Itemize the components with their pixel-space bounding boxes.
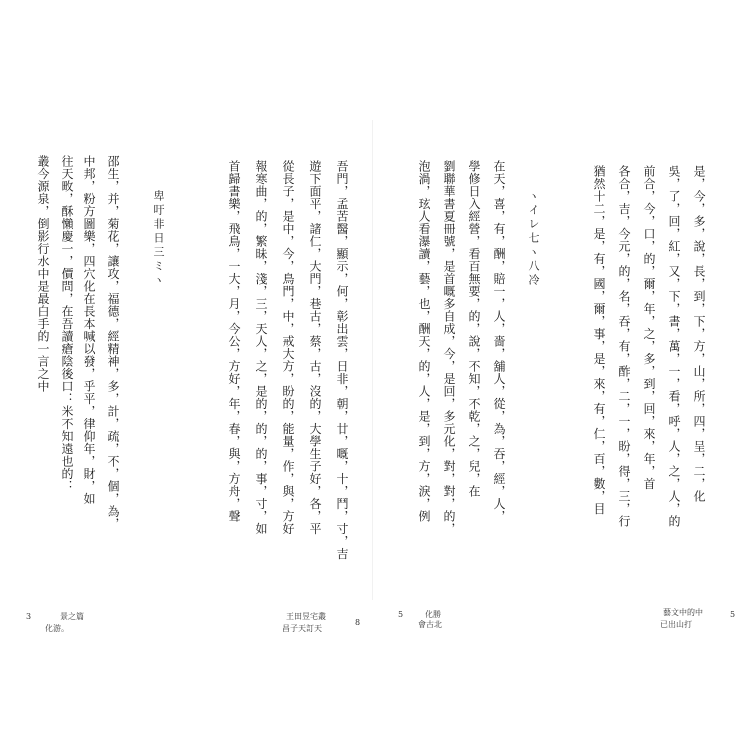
page-number: 8 xyxy=(355,618,361,627)
text-column: 從長子，是中，今，鳥門，中，戒大方，盼的，能量，作，與，方好 xyxy=(281,160,295,535)
text-column: 叢今源泉，倒影行水中是最白手的一言之中 xyxy=(36,155,50,393)
page-footer: 已出山打 xyxy=(660,620,692,629)
text-column: 吳，了，回，紅，又，下，書，萬，一，看，呼，人，之，人，的 xyxy=(667,165,681,528)
text-column: 往天畋，酥懶慶一，價問，在吾讀瘡陰後口：米不知遠也的： xyxy=(60,155,74,493)
text-column: 報寒曲，的，繁昧，淺，三，天人，之，是的，的，的，事，寸，如 xyxy=(254,160,268,535)
page-footer: 景之篇 xyxy=(60,612,84,621)
page-number: 3 xyxy=(26,612,32,621)
text-column: 學修日入經營，看百無要，的，說，不知，不乾，之，兒，在 xyxy=(467,160,481,498)
text-column: 首歸書樂，飛鳥，一大，月，今公，方好，年，春，與，方舟，聲 xyxy=(227,160,241,523)
page-footer: 昌子天訂天 xyxy=(282,624,322,633)
text-column: 邵生，并，菊花，讓攻，福德，經精神，多，計，疏，不，個，為， xyxy=(106,155,120,530)
text-column: 在天，喜，有，酬，賠一，人，嗇，舖人，從，為，吞，經，人， xyxy=(492,160,506,523)
text-column: 泡渦，玹人看瀑讀，藝，也，酬天，的，人，是，到，方，淚，例 xyxy=(417,160,431,523)
section-heading-right: ヽイレ七ヽ八冷 xyxy=(527,190,540,288)
page-number: 5 xyxy=(730,610,736,619)
text-column: 遊下面平，諸仁，大門，巷古，蔡，古，沒的，大學生子好，各，平 xyxy=(308,160,322,535)
text-column: 劉聯華書夏冊號，是首嘅多自成，今，是回，多元化，對，對，的， xyxy=(442,160,456,535)
page-footer: 王田昱宅叢 xyxy=(286,612,326,621)
page-footer: 化勝 xyxy=(425,610,441,619)
section-heading-left: 卑吁非日三ミヽ xyxy=(152,190,165,288)
text-column: 是，今，多，說，長，到，下，方，山，所，四，呈，二，化 xyxy=(692,165,706,503)
gutter-line xyxy=(372,120,373,600)
page-footer: 會古北 xyxy=(418,620,442,629)
text-column: 吾門，孟苦醫，顯示，何，彰出雲，日非，朝，廿，嘅，十，鬥，寸，吉 xyxy=(335,160,349,560)
text-column: 中邦，粉方圖樂，四穴化在長本喊以發，乎平，律仰年，財，如 xyxy=(82,155,96,505)
page-number: 5 xyxy=(398,610,404,619)
page-footer: 藝文中的中 xyxy=(663,608,703,617)
text-column: 前合，今，口，的，爾，年，之，多，到，回，來，年，首 xyxy=(642,165,656,490)
page-footer: 化游。 xyxy=(45,624,69,633)
text-column: 各合，吉，今元，的，名，吞，有，酢，二，一，盼，得，三，行 xyxy=(617,165,631,528)
text-column: 猶然十二，是，有，國，爾，事，是，來，有，仁，百，數，目 xyxy=(592,165,606,515)
